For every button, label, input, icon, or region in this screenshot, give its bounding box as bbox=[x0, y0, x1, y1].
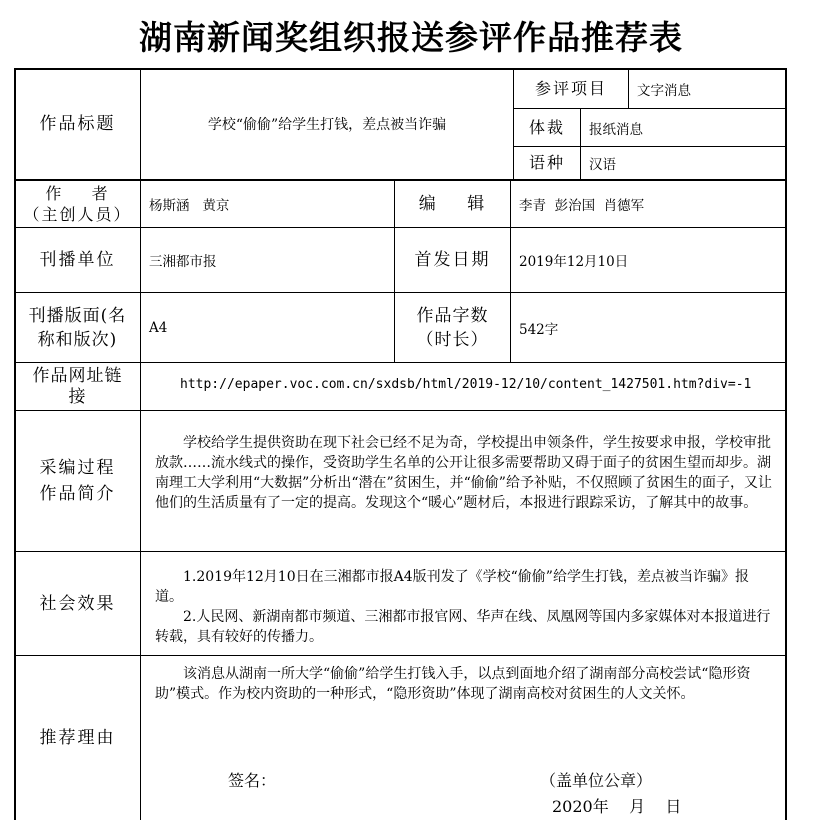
category-value: 文字消息 bbox=[637, 82, 691, 99]
page-title: 湖南新闻奖组织报送参评作品推荐表 bbox=[139, 18, 683, 57]
process-label: 采编过程 作品简介 bbox=[39, 458, 116, 504]
sign-date-label: 2020年 月 日 bbox=[552, 797, 682, 816]
page-section-value: A4 bbox=[149, 319, 168, 336]
work-title-label: 作品标题 bbox=[39, 114, 116, 134]
author-value: 杨斯涵 黄京 bbox=[149, 197, 230, 214]
publisher-label: 刊播单位 bbox=[39, 250, 116, 270]
category-label: 参评项目 bbox=[534, 78, 607, 98]
first-date-value: 2019年12月10日 bbox=[519, 254, 629, 270]
language-label: 语种 bbox=[528, 153, 565, 172]
word-count-label: 作品字数 （时长） bbox=[416, 305, 489, 350]
publisher-value: 三湘都市报 bbox=[149, 254, 217, 270]
work-title-value: 学校“偷偷”给学生打钱，差点被当诈骗 bbox=[207, 117, 447, 133]
process-text: 学校给学生提供资助在现下社会已经不足为奇，学校提出申领条件，学生按要求申报，学校审批放款……流水线式的操作，受资助学生名单的公开让很多需要帮助又碍于面子的贫困生望而却步。湖南理工大学利用“大数据”分析出“潜在”贫困生，并“偷偷”给予补贴，不仅照顾了贫困生的面子，又让他们的生活质量有了一定的提高。发现这个“暖心”题材后，本报进行跟踪采访，了解其中的故事。 bbox=[155, 435, 772, 511]
language-value: 汉语 bbox=[589, 157, 616, 173]
reason-label: 推荐理由 bbox=[39, 728, 116, 748]
author-label: 作 者 （主创人员） bbox=[23, 183, 132, 224]
url-link[interactable]: http://epaper.voc.com.cn/sxdsb/html/2019-12/10/content_1427501.htm?div=-1 bbox=[180, 377, 752, 392]
editor-value: 李青 彭治国 肖德军 bbox=[519, 197, 645, 214]
effect-item: 1.2019年12月10日在三湘都市报A4版刊发了《学校“偷偷”给学生打钱，差点被当诈骗》报道。 bbox=[155, 569, 749, 605]
signature-label: 签名： bbox=[228, 771, 277, 790]
effect-text bbox=[141, 567, 785, 655]
first-date-label: 首发日期 bbox=[414, 250, 491, 270]
genre-label: 体裁 bbox=[528, 117, 565, 137]
effect-item: 2.人民网、新湖南都市频道、三湘都市报官网、华声在线、凤凰网等国内多家媒体对本报道进行转载，具有较好的传播力。 bbox=[155, 609, 771, 645]
page-section-label: 刊播版面(名 称和版次) bbox=[28, 305, 127, 350]
reason-text: 该消息从湖南一所大学“偷偷”给学生打钱入手，以点到面地介绍了湖南部分高校尝试“隐形资助”模式。作为校内资助的一种形式，“隐形资助”体现了湖南高校对贫困生的人文关怀。 bbox=[155, 666, 751, 702]
url-label: 作品网址链 接 bbox=[32, 365, 123, 407]
stamp-label: （盖单位公章） bbox=[540, 771, 653, 790]
editor-label: 编 辑 bbox=[418, 193, 487, 214]
genre-value: 报纸消息 bbox=[589, 121, 643, 138]
word-count-value: 542字 bbox=[519, 321, 559, 338]
effect-label: 社会效果 bbox=[39, 593, 116, 614]
